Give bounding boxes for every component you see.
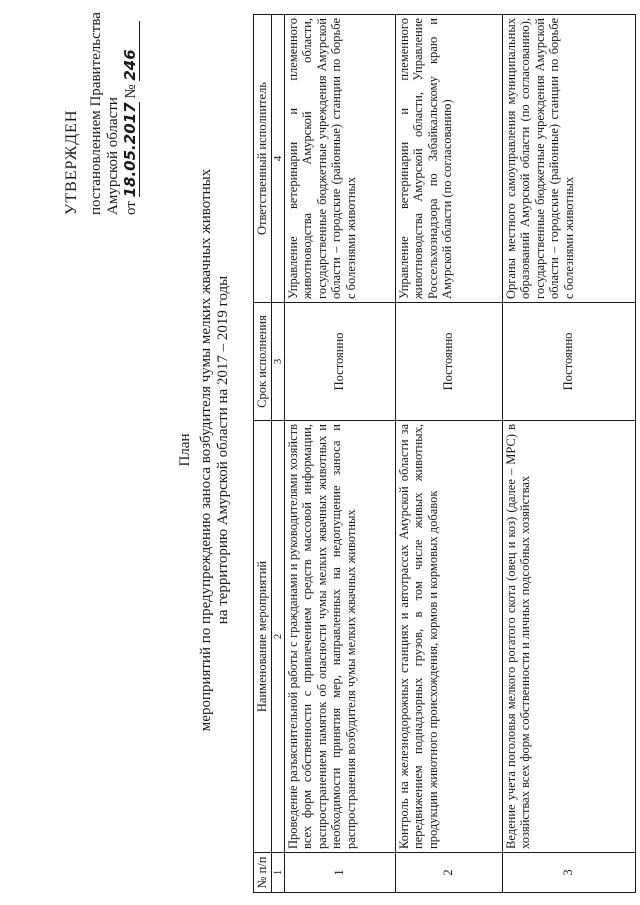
approval-block: [63, 5, 140, 215]
approval-line-2: Амурской области: [105, 97, 121, 215]
row-term: Постоянно: [284, 303, 395, 421]
approval-date-line: [122, 5, 140, 215]
plan-heading: [177, 145, 232, 755]
approval-line-1: постановлением Правительства: [88, 12, 104, 215]
header-number: № п/п: [254, 853, 272, 893]
row-measure: Проведение разъяснительной работы с гражданами и руководителями хозяйств всех форм собственности с привлечением средств массовой информации, распространением памяток об опасности чумы мелких жвачных животных и необходимости принятия мер, направленных на недопущение заноса и распространения возбудителя чумы мелких жвачных животных: [284, 421, 395, 853]
row-executor: Управление ветеринарии и племенного животноводства Амурской области, государственные бюджетные учреждения Амурской области – городские (районные) станции по борьбе с болезнями животных: [284, 15, 395, 303]
approval-date-prefix: от: [123, 201, 139, 215]
column-number: 2: [271, 421, 284, 853]
approval-date: 18.05.2017: [121, 102, 139, 198]
column-number: 3: [271, 303, 284, 421]
approval-number-sign: №: [123, 84, 139, 99]
table-row: [284, 15, 395, 893]
header-name: Наименование мероприятий: [254, 421, 272, 853]
row-number: 1: [284, 853, 395, 893]
row-number: 3: [502, 853, 635, 893]
row-executor: Управление ветеринарии и племенного животноводства Амурской области, Управление Россельхознадзора по Забайкальскому краю и Амурской области (по согласованию): [395, 15, 502, 303]
row-term: Постоянно: [395, 303, 502, 421]
row-measure: Контроль на железнодорожных станциях и автотрассах Амурской области за передвижением поднадзорных грузов, в том числе живых животных, продукции животного происхождения, кормов и кормовых добавок: [395, 421, 502, 853]
table-row: [395, 15, 502, 893]
row-measure: Ведение учета поголовья мелкого рогатого скота (овец и коз) (далее – МРС) в хозяйствах всех форм собственности и личных подсобных хозяйствах: [502, 421, 635, 853]
column-number: 1: [271, 853, 284, 893]
column-number: 4: [271, 15, 284, 303]
plan-title: План: [177, 433, 193, 467]
approval-title: УТВЕРЖДЕН: [63, 109, 80, 215]
approval-number: 246: [122, 21, 140, 81]
table-row: [502, 15, 635, 893]
row-number: 2: [395, 853, 502, 893]
header-term: Срок исполнения: [254, 303, 272, 421]
plan-subtitle-line-1: мероприятий по предупреждению заноса возбудителя чумы мелких жвачных животных: [198, 168, 214, 732]
row-executor: Органы местного самоуправления муниципальных образований Амурской области (по согласованию), государственные бюджетные учреждения Амурской области – городские (районные) станции по борьбе с болезнями животных: [502, 15, 635, 303]
table-header-row: [254, 15, 272, 893]
header-executor: Ответственный исполнитель: [254, 15, 272, 303]
measures-table: [253, 14, 636, 893]
plan-subtitle-line-2: на территорию Амурской области на 2017 – 2019 годы: [215, 275, 231, 625]
row-term: Постоянно: [502, 303, 635, 421]
table-column-numbers-row: [271, 15, 284, 893]
